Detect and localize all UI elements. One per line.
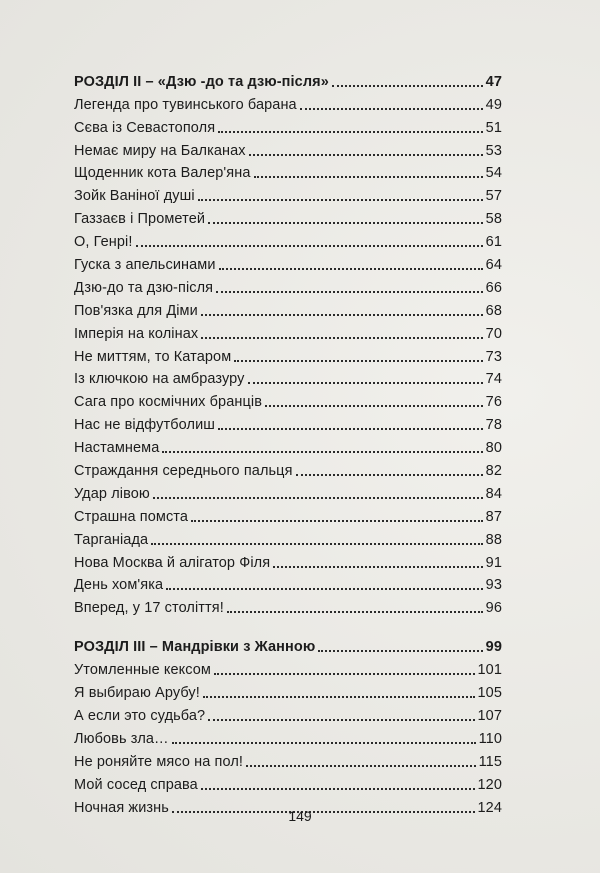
dot-leader [248,382,483,384]
toc-entry-title: Щоденник кота Валер'яна [74,165,251,182]
toc-entry-page-number: 93 [485,577,502,594]
toc-entry-title: А если это судьба? [74,707,206,724]
toc-entry-page-number: 76 [485,394,502,411]
toc-entry-page-number: 82 [485,463,502,480]
section-title: – «Дзю -до та дзю-після» [141,73,329,90]
toc-entry[interactable] [74,457,502,480]
section-heading-title [74,638,315,656]
toc-entry[interactable] [74,251,502,274]
toc-entry-page-number: 61 [485,234,502,251]
dot-leader [162,451,482,453]
dot-leader [208,719,474,721]
toc-entry-page-number: 80 [485,440,502,457]
toc-entry[interactable] [74,366,502,389]
dot-leader [201,788,475,790]
toc-entry-page-number: 68 [485,302,502,319]
dot-leader [318,650,482,652]
section-heading-title [74,73,329,91]
dot-leader [218,131,483,133]
toc-entry[interactable] [74,343,502,366]
toc-entry[interactable] [74,549,502,572]
dot-leader [201,314,483,316]
toc-entry-title: Нас не відфутболиш [74,417,216,434]
toc-entry-title: Настамнема [74,440,160,457]
toc-entry-title: Дзю-до та дзю-після [74,279,214,296]
section-heading[interactable] [74,68,502,91]
toc-entry[interactable] [74,594,502,617]
section-page-number: 47 [485,73,502,90]
toc-entry-page-number: 57 [485,188,502,205]
dot-leader [249,154,483,156]
toc-entry-page-number: 84 [485,485,502,502]
dot-leader [227,611,483,613]
toc-entry[interactable] [74,205,502,228]
dot-leader [300,108,483,110]
toc-entry-page-number: 120 [477,776,502,793]
dot-leader [246,765,476,767]
toc-entry[interactable] [74,182,502,205]
dot-leader [208,222,483,224]
toc-entry-title: Сага про космічних бранців [74,394,262,411]
section-heading[interactable] [74,633,502,656]
toc-entry-page-number: 107 [477,707,502,724]
toc-entry-page-number: 87 [485,508,502,525]
toc-entry-page-number: 49 [485,96,502,113]
dot-leader [136,245,483,247]
toc-entry-page-number: 115 [478,753,502,770]
section-label: РОЗДІЛ ІІ [74,73,142,90]
toc-entry-page-number: 70 [485,325,502,342]
toc-entry-title: Удар лівою [74,485,150,502]
dot-leader [332,85,483,87]
toc-entry-title: Я выбираю Арубу! [74,685,200,702]
toc-entry-title: Із ключкою на амбразуру [74,371,245,388]
toc-entry-page-number: 96 [485,600,502,617]
dot-leader [216,291,483,293]
toc-entry[interactable] [74,526,502,549]
toc-entry[interactable] [74,91,502,114]
dot-leader [219,268,483,270]
toc-entry-title: День хом'яка [74,577,164,594]
toc-entry-page-number: 64 [485,257,502,274]
dot-leader [151,543,482,545]
toc-entry-title: Не миттям, то Катаром [74,348,232,365]
toc-entry-page-number: 53 [485,142,502,159]
toc-entry-title: Сєва із Севастополя [74,119,216,136]
toc-entry-page-number: 51 [485,119,502,136]
toc-entry-page-number: 88 [485,531,502,548]
toc-entry[interactable] [74,572,502,595]
toc-entry-title: Імперія на колінах [74,325,199,342]
dot-leader [201,337,482,339]
toc-entry[interactable] [74,748,502,771]
table-of-contents [74,68,502,817]
toc-entry-page-number: 78 [485,417,502,434]
dot-leader [153,497,483,499]
dot-leader [203,696,475,698]
dot-leader [172,742,476,744]
section-label: РОЗДІЛ ІІІ [74,639,146,656]
toc-entry-title: Страждання середнього пальця [74,463,293,480]
dot-leader [166,588,483,590]
toc-entry[interactable] [74,503,502,526]
dot-leader [265,405,483,407]
toc-entry-page-number: 54 [485,165,502,182]
toc-entry-title: Пов'язка для Діми [74,302,198,319]
toc-entry[interactable] [74,388,502,411]
toc-entry-title: Газзаєв і Прометей [74,211,206,228]
toc-entry[interactable] [74,411,502,434]
toc-entry-title: Вперед, у 17 століття! [74,600,224,617]
dot-leader [214,673,474,675]
toc-entry[interactable] [74,137,502,160]
dot-leader [218,428,483,430]
dot-leader [234,360,482,362]
toc-entry-title: Нова Москва й алігатор Філя [74,554,271,571]
toc-entry-title: Не роняйте мясо на пол! [74,753,244,770]
toc-entry[interactable] [74,320,502,343]
toc-entry-page-number: 66 [485,279,502,296]
toc-entry-title: Мой сосед справа [74,776,198,793]
toc-entry[interactable] [74,771,502,794]
dot-leader [198,199,483,201]
toc-entry-title: Зойк Ваніної душі [74,188,195,205]
toc-entry-page-number: 101 [477,662,502,679]
toc-entry-title: Гуска з апельсинами [74,257,216,274]
toc-entry-title: Немає миру на Балканах [74,142,246,159]
toc-entry[interactable] [74,297,502,320]
toc-entry[interactable] [74,656,502,679]
dot-leader [273,566,482,568]
toc-entry-title: О, Генрі! [74,234,133,251]
toc-entry[interactable] [74,702,502,725]
toc-entry-page-number: 91 [485,554,502,571]
toc-entry-page-number: 73 [485,348,502,365]
toc-entry[interactable] [74,274,502,297]
toc-entry[interactable] [74,114,502,137]
toc-entry-title: Утомленные кексом [74,662,212,679]
toc-entry-page-number: 124 [477,799,502,816]
dot-leader [254,176,483,178]
toc-entry[interactable] [74,160,502,183]
page-number: 149 [288,808,312,824]
section-page-number: 99 [485,639,502,656]
toc-entry-title: Страшна помста [74,508,189,525]
section-title: – Мандрівки з Жанною [145,639,316,656]
dot-leader [191,520,483,522]
section-gap [74,617,502,633]
toc-entry[interactable] [74,228,502,251]
toc-entry[interactable] [74,679,502,702]
toc-entry-page-number: 74 [485,371,502,388]
dot-leader [296,474,483,476]
toc-entry-page-number: 110 [478,730,502,747]
toc-entry-title: Любовь зла… [74,730,169,747]
toc-entry-page-number: 105 [477,685,502,702]
toc-entry[interactable] [74,434,502,457]
toc-entry-title: Легенда про тувинського барана [74,96,297,113]
toc-entry-title: Ночная жизнь [74,799,169,816]
toc-entry[interactable] [74,725,502,748]
toc-entry[interactable] [74,480,502,503]
toc-entry-title: Тарганіада [74,531,149,548]
toc-entry-page-number: 58 [485,211,502,228]
